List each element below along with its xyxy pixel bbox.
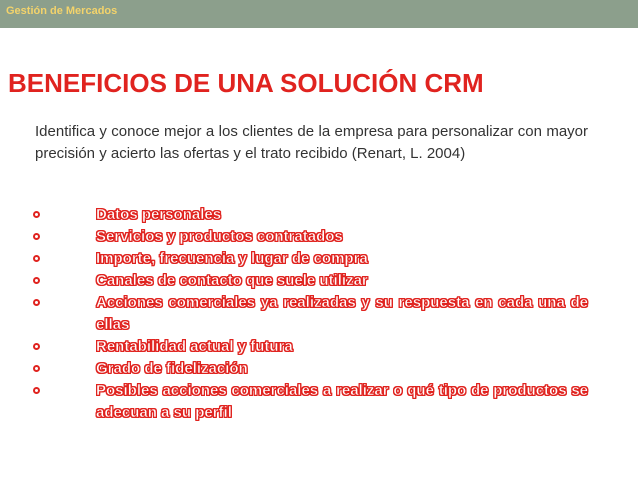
- slide-title: BENEFICIOS DE UNA SOLUCIÓN CRM: [8, 68, 484, 98]
- bullet-circle-icon: [33, 343, 40, 350]
- list-item: [33, 358, 588, 380]
- bullet-text: Posibles acciones comerciales a realizar o qué tipo de productos se adecuan a su perfil: [96, 382, 588, 421]
- bullet-text: Rentabilidad actual y futura: [96, 338, 293, 355]
- header-bar: [0, 0, 638, 28]
- bullet-circle-icon: [33, 277, 40, 284]
- bullet-list: [33, 204, 588, 424]
- bullet-circle-icon: [33, 233, 40, 240]
- bullet-circle-icon: [33, 299, 40, 306]
- list-item: [33, 204, 588, 226]
- bullet-circle-icon: [33, 255, 40, 262]
- list-item: [33, 292, 588, 336]
- bullet-text: Datos personales: [96, 206, 222, 223]
- list-item: [33, 226, 588, 248]
- bullet-circle-icon: [33, 365, 40, 372]
- list-item: [33, 248, 588, 270]
- list-item: [33, 336, 588, 358]
- bullet-text: Importe, frecuencia y lugar de compra: [96, 250, 368, 267]
- intro-paragraph: Identifica y conoce mejor a los clientes de la empresa para personalizar con mayor precisión y acierto las ofertas y el trato recibido (Renart, L. 2004): [35, 123, 588, 162]
- list-item: [33, 270, 588, 292]
- bullet-circle-icon: [33, 211, 40, 218]
- list-item: [33, 380, 588, 424]
- bullet-text: Grado de fidelización: [96, 360, 248, 377]
- bullet-text: Acciones comerciales ya realizadas y su respuesta en cada una de ellas: [96, 294, 588, 333]
- bullet-circle-icon: [33, 387, 40, 394]
- bullet-text: Servicios y productos contratados: [96, 228, 343, 245]
- bullet-text: Canales de contacto que suele utilizar: [96, 272, 368, 289]
- header-label: Gestión de Mercados: [6, 5, 118, 17]
